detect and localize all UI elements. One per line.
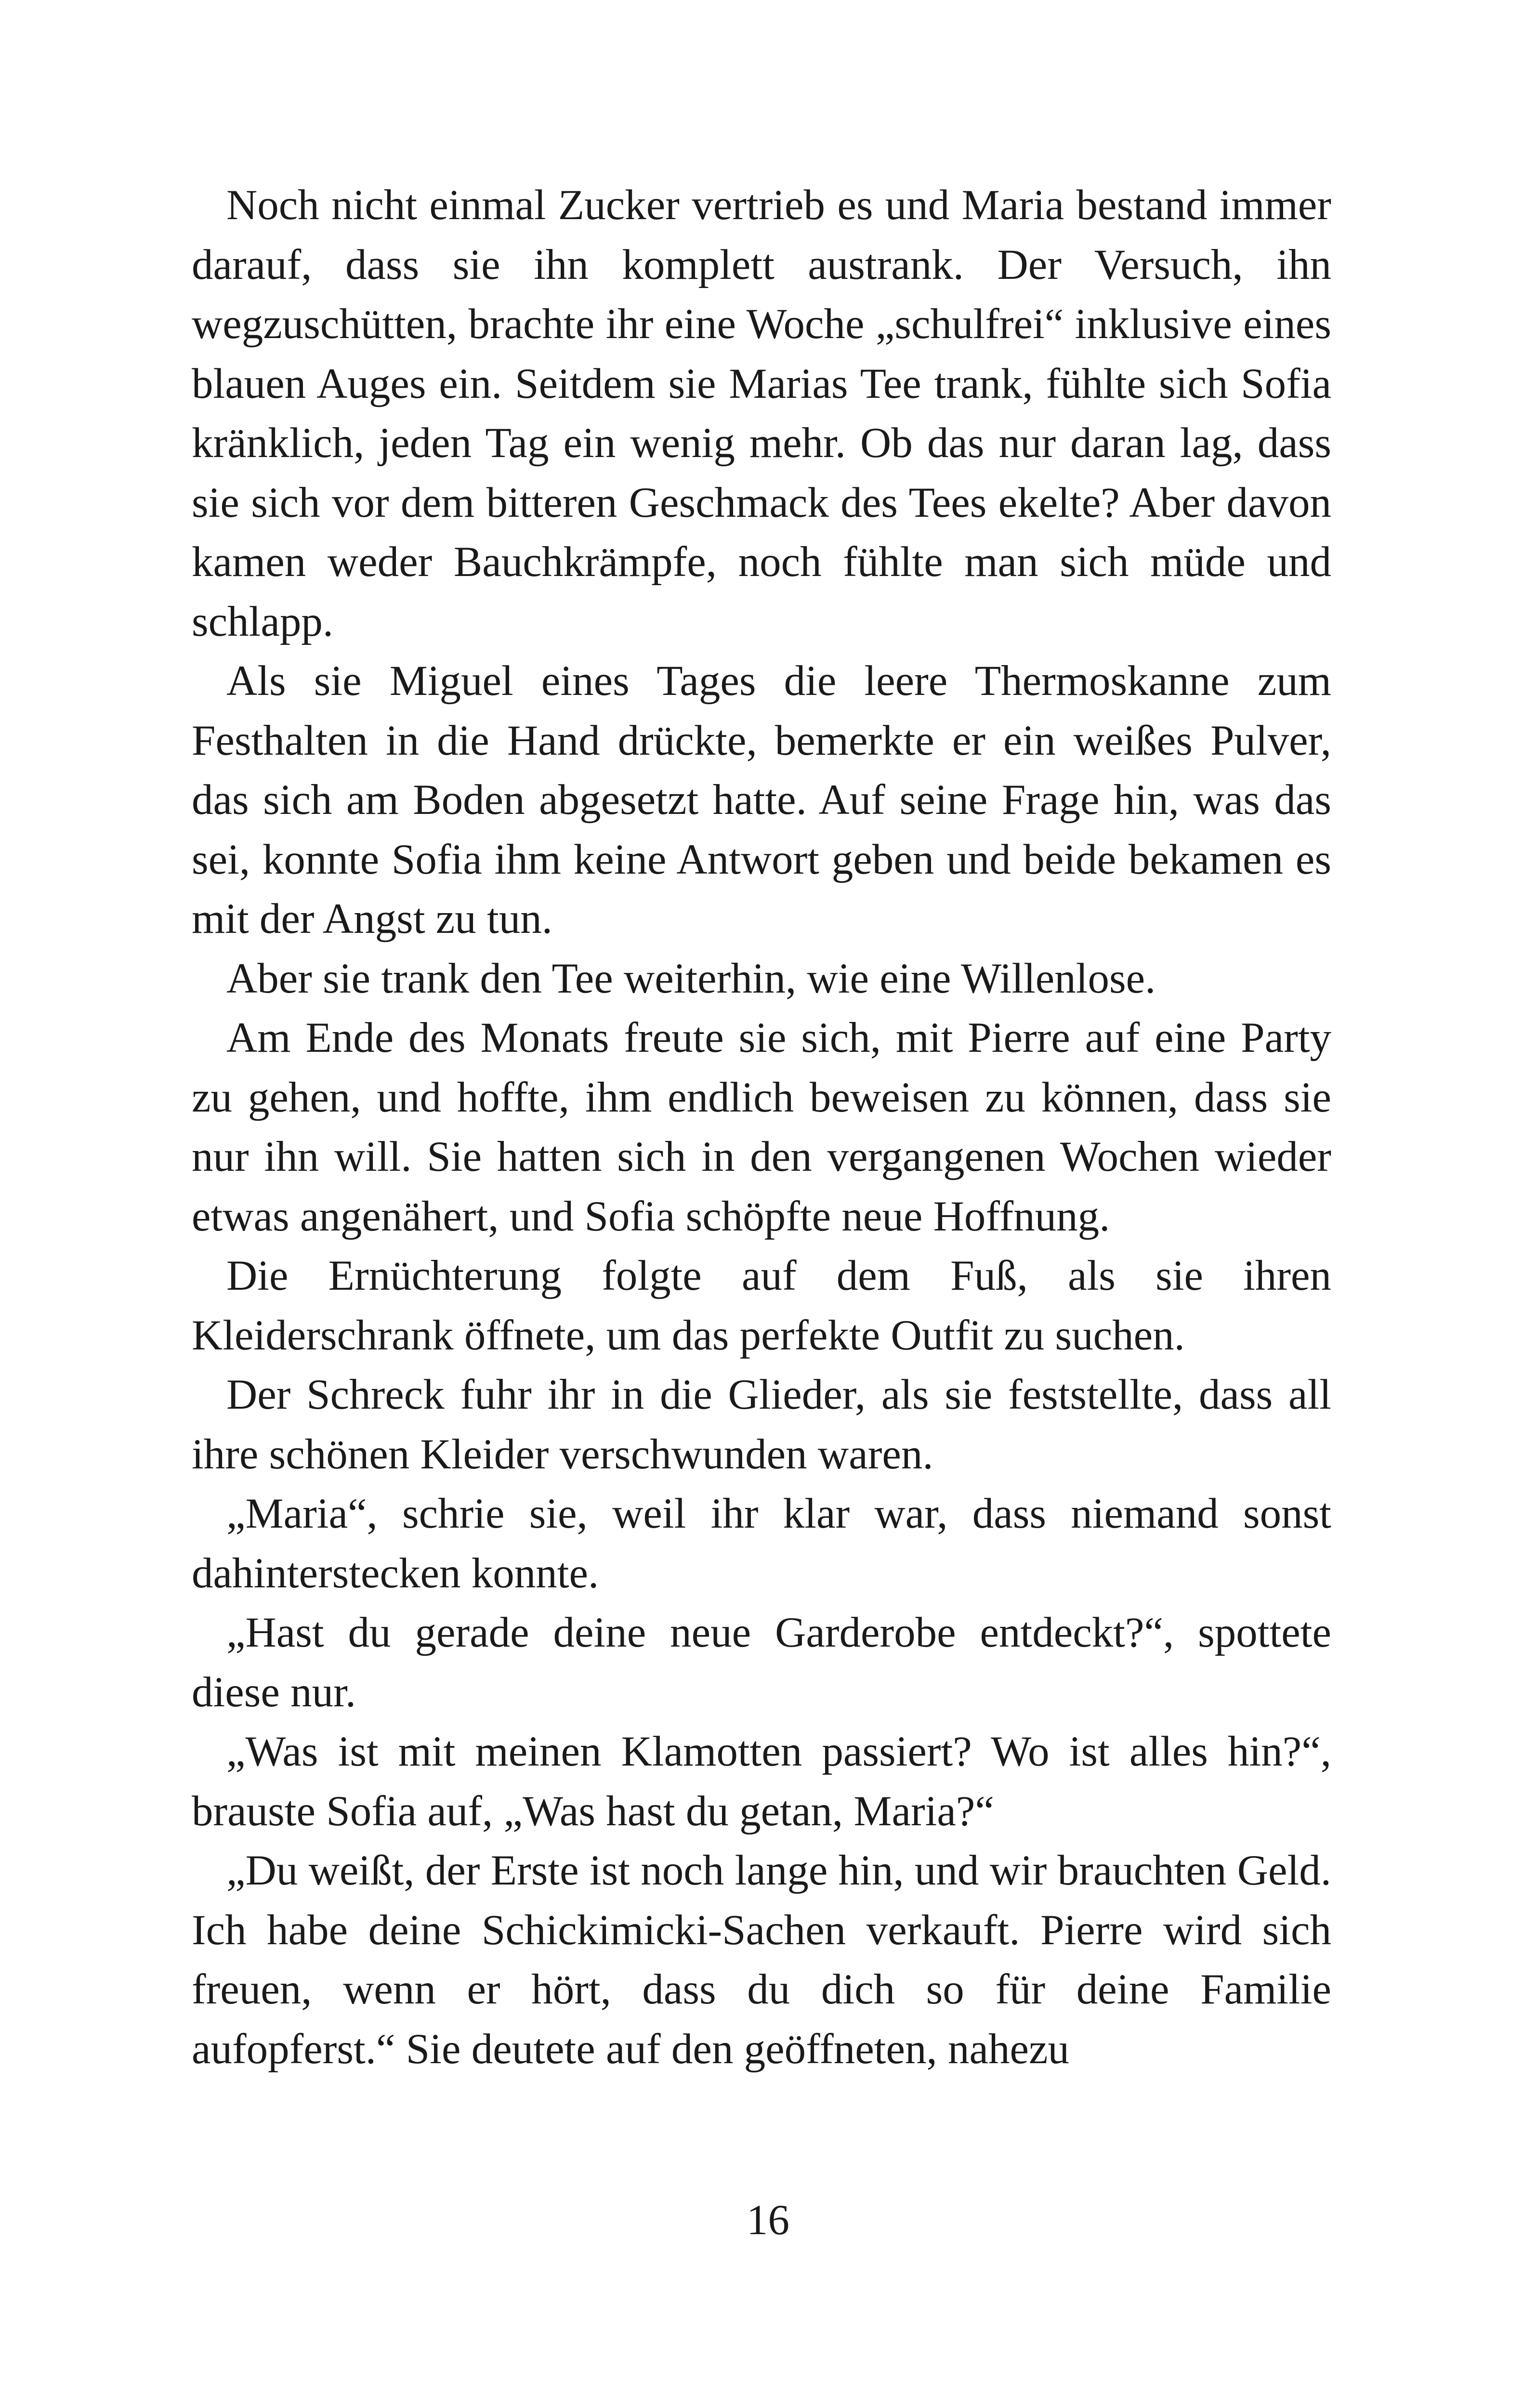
paragraph: „Du weißt, der Erste ist noch lange hin, und wir brauchten Geld. Ich habe deine Schickimicki-Sachen verkauft. Pierre wird sich freuen, wenn er hört, dass du dich so für deine Familie aufopferst.“ Sie deutete auf den geöffneten, nahezu: [192, 1847, 1331, 2073]
paragraph: „Maria“, schrie sie, weil ihr klar war, dass niemand sonst dahinterstecken konnte.: [192, 1490, 1331, 1597]
paragraph: Als sie Miguel eines Tages die leere Thermoskanne zum Festhalten in die Hand drückte, bemerkte er ein weißes Pulver, das sich am Boden abgesetzt hatte. Auf seine Frage hin, was das sei, konnte Sofia ihm keine Antwort geben und beide bekamen es mit der Angst zu tun.: [192, 657, 1331, 942]
paragraph: „Was ist mit meinen Klamotten passiert? Wo ist alles hin?“, brauste Sofia auf, „Was hast du getan, Maria?“: [192, 1728, 1331, 1835]
paragraph: Noch nicht einmal Zucker vertrieb es und Maria bestand immer darauf, dass sie ihn komplett austrank. Der Versuch, ihn wegzuschütten, brachte ihr eine Woche „schulfrei“ inklusive eines blauen Auges ein. Seitdem sie Marias Tee trank, fühlte sich Sofia kränklich, jeden Tag ein wenig mehr. Ob das nur daran lag, dass sie sich vor dem bitteren Geschmack des Tees ekelte? Aber davon kamen weder Bauchkrämpfe, noch fühlte man sich müde und schlapp.: [192, 182, 1331, 645]
paragraph: Am Ende des Monats freute sie sich, mit Pierre auf eine Party zu gehen, und hoffte, ihm endlich beweisen zu können, dass sie nur ihn will. Sie hatten sich in den vergangenen Wochen wieder etwas angenähert, und Sofia schöpfte neue Hoffnung.: [192, 1014, 1331, 1240]
page-number: 16: [747, 2197, 789, 2244]
paragraph: „Hast du gerade deine neue Garderobe entdeckt?“, spottete diese nur.: [192, 1609, 1331, 1716]
body-text: [192, 176, 1331, 2079]
paragraph: Die Ernüchterung folgte auf dem Fuß, als sie ihren Kleiderschrank öffnete, um das perfekte Outfit zu suchen.: [192, 1252, 1331, 1359]
paragraph: Aber sie trank den Tee weiterhin, wie eine Willenlose.: [226, 955, 1156, 1002]
paragraph: Der Schreck fuhr ihr in die Glieder, als sie feststellte, dass all ihre schönen Kleider verschwunden waren.: [192, 1371, 1331, 1478]
